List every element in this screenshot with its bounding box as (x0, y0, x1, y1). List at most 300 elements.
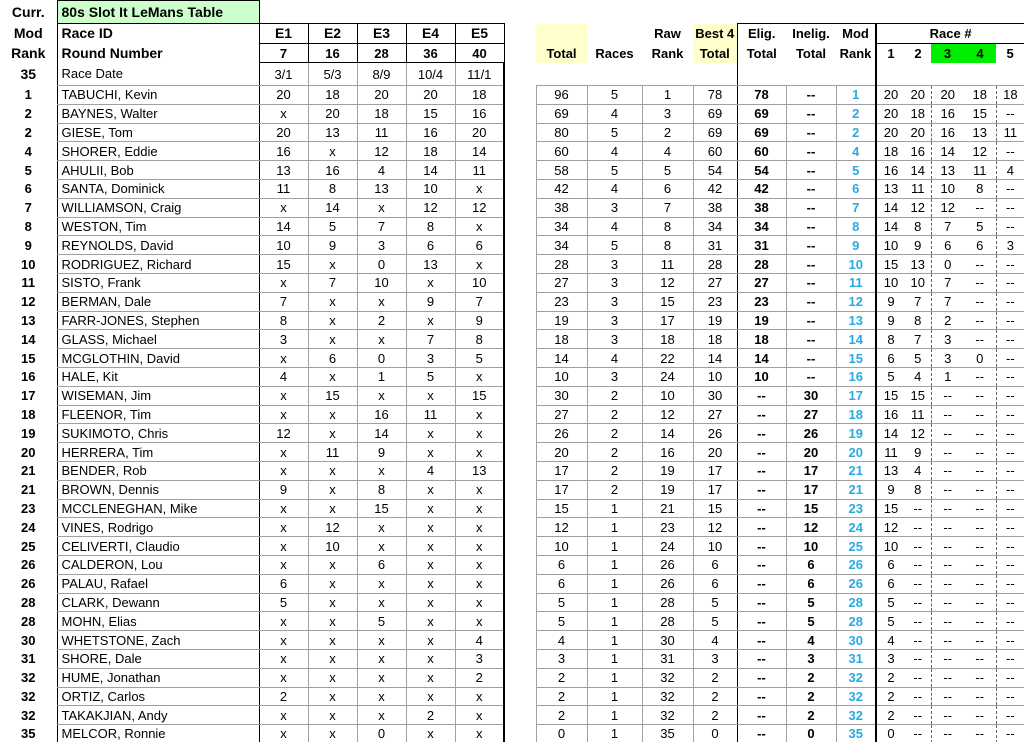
race-score-cell: 13 (357, 179, 406, 198)
eligible-total-cell: -- (737, 593, 786, 612)
blank-cell (642, 63, 693, 86)
player-rank-cell: 8 (24, 218, 32, 234)
race-place-cell: -- (996, 706, 1024, 725)
mod-rank-cell: 6 (836, 179, 876, 198)
player-name-cell: BENDER, Rob (57, 461, 259, 480)
race-score-cell: x (455, 179, 504, 198)
race-score-cell: 13 (259, 161, 308, 180)
player-row (0, 179, 1024, 198)
race-place-cell: -- (996, 386, 1024, 405)
race-place-cell: 13 (876, 461, 905, 480)
table-title: 80s Slot It LeMans Table (57, 1, 259, 24)
player-row (0, 668, 1024, 687)
player-name-cell: CALDERON, Lou (57, 555, 259, 574)
spacer-cell (504, 461, 536, 480)
ineligible-total-cell: 2 (786, 687, 836, 706)
round-number-e2: 16 (308, 44, 357, 63)
blank-cell (905, 63, 931, 86)
race-score-cell: x (406, 612, 455, 631)
best4-total-cell: 4 (693, 631, 737, 650)
player-name-cell: WHETSTONE, Zach (57, 631, 259, 650)
total-cell: 42 (536, 179, 587, 198)
spacer-cell (504, 236, 536, 255)
races-count-cell: 3 (587, 292, 642, 311)
race-place-cell: -- (996, 555, 1024, 574)
total-cell: 60 (536, 142, 587, 161)
ineligible-total-cell: -- (786, 349, 836, 368)
race-place-cell: 18 (996, 86, 1024, 105)
player-name-cell: TAKAKJIAN, Andy (57, 706, 259, 725)
player-rank-cell: 1 (24, 87, 32, 103)
ineligible-total-cell: 27 (786, 405, 836, 424)
races-count-cell: 2 (587, 480, 642, 499)
race-score-cell: x (406, 499, 455, 518)
round-number-e4: 36 (406, 44, 455, 63)
mod-rank-cell: 30 (836, 631, 876, 650)
race-score-cell: x (308, 706, 357, 725)
race-score-cell: x (308, 555, 357, 574)
race-score-cell: x (357, 687, 406, 706)
race-score-cell: x (308, 631, 357, 650)
race-score-cell: 18 (406, 142, 455, 161)
race-score-cell: 6 (308, 349, 357, 368)
race-score-cell: x (308, 668, 357, 687)
ineligible-total-cell: -- (786, 179, 836, 198)
player-rank-cell: 9 (24, 237, 32, 253)
race-place-cell: -- (964, 198, 996, 217)
raw-rank-cell: 15 (642, 292, 693, 311)
race-place-cell: 18 (876, 142, 905, 161)
race-place-cell: 13 (931, 161, 964, 180)
race-place-cell: -- (931, 687, 964, 706)
player-row (0, 273, 1024, 292)
race-score-cell: x (308, 311, 357, 330)
race-date-e2: 5/3 (308, 63, 357, 86)
raw-rank-cell: 17 (642, 311, 693, 330)
player-name-cell: SANTA, Dominick (57, 179, 259, 198)
race-place-cell: -- (996, 668, 1024, 687)
total-cell: 30 (536, 386, 587, 405)
raw-rank-cell: 18 (642, 330, 693, 349)
race-score-cell: x (406, 537, 455, 556)
spacer-cell (504, 649, 536, 668)
best4-total-cell: 26 (693, 424, 737, 443)
race-place-cell: 4 (996, 161, 1024, 180)
race-place-cell: -- (996, 217, 1024, 236)
race-place-cell: 6 (876, 349, 905, 368)
player-rank-cell: 35 (21, 726, 36, 742)
race-place-cell: -- (996, 292, 1024, 311)
race-date-label: Race Date (57, 63, 259, 86)
mod-rank-cell: 23 (836, 499, 876, 518)
race-place-cell: 15 (905, 386, 931, 405)
race-score-cell: 10 (259, 236, 308, 255)
blank-cell (587, 63, 642, 86)
race-score-cell: 12 (259, 424, 308, 443)
race-place-cell: -- (905, 687, 931, 706)
race-place-cell: 8 (876, 330, 905, 349)
races-count-cell: 3 (587, 255, 642, 274)
ineligible-total-cell: 26 (786, 424, 836, 443)
total-cell: 6 (536, 574, 587, 593)
race-score-cell: 3 (455, 649, 504, 668)
race-place-cell: 20 (876, 86, 905, 105)
race-score-cell: 16 (259, 142, 308, 161)
player-name-cell: CELIVERTI, Claudio (57, 537, 259, 556)
player-name-cell: WESTON, Tim (57, 217, 259, 236)
total-cell: 5 (536, 612, 587, 631)
raw-rank-cell: 32 (642, 687, 693, 706)
best4-total-cell: 6 (693, 555, 737, 574)
race-place-cell: 2 (931, 311, 964, 330)
spacer-cell (504, 405, 536, 424)
race-score-cell: x (455, 499, 504, 518)
race-place-cell: -- (964, 367, 996, 386)
race-score-cell: x (357, 386, 406, 405)
race-place-cell: 0 (931, 255, 964, 274)
best4-total-cell: 42 (693, 179, 737, 198)
race-score-cell: x (455, 574, 504, 593)
total-cell: 3 (536, 649, 587, 668)
race-place-cell: 3 (876, 649, 905, 668)
race-score-cell: 2 (357, 311, 406, 330)
race-place-cell: -- (964, 555, 996, 574)
race-place-cell: 13 (905, 255, 931, 274)
race-place-cell: 8 (905, 480, 931, 499)
ineligible-total-cell: 2 (786, 706, 836, 725)
races-count-cell: 1 (587, 574, 642, 593)
races-count-cell: 4 (587, 104, 642, 123)
eligible-total-cell: 10 (737, 367, 786, 386)
ineligible-total-cell: -- (786, 311, 836, 330)
player-row (0, 631, 1024, 650)
race-place-cell: 20 (931, 86, 964, 105)
raw-rank-cell: 19 (642, 480, 693, 499)
total-header: Total (536, 44, 587, 63)
player-row (0, 687, 1024, 706)
raw-rank-cell: 30 (642, 631, 693, 650)
spacer-cell (504, 424, 536, 443)
race-score-cell: x (259, 104, 308, 123)
round-number-row (0, 44, 1024, 63)
total-cell: 27 (536, 273, 587, 292)
mod-rank-cell: 28 (836, 612, 876, 631)
mod-rank-cell: 13 (836, 311, 876, 330)
total-cell: 10 (536, 367, 587, 386)
eligible-total-cell: -- (737, 668, 786, 687)
race-place-cell: -- (905, 499, 931, 518)
raw-rank-cell: 32 (642, 706, 693, 725)
race-score-cell: 9 (308, 236, 357, 255)
race-place-cell: 7 (931, 217, 964, 236)
race-place-cell: -- (996, 593, 1024, 612)
race-score-cell: 20 (455, 123, 504, 142)
race-id-e2: E2 (308, 24, 357, 44)
race-score-cell: 16 (455, 104, 504, 123)
ineligible-total-cell: 3 (786, 649, 836, 668)
race-score-cell: 9 (357, 443, 406, 462)
spacer-cell (504, 161, 536, 180)
mod-rank-cell: 19 (836, 424, 876, 443)
total-cell: 17 (536, 480, 587, 499)
race-score-cell: x (455, 706, 504, 725)
race-score-cell: 12 (308, 518, 357, 537)
race-score-cell: x (308, 292, 357, 311)
race-id-e3: E3 (357, 24, 406, 44)
race-score-cell: 20 (357, 86, 406, 105)
spacer-cell (504, 217, 536, 236)
race-score-cell: x (406, 574, 455, 593)
race-score-cell: x (357, 330, 406, 349)
race-score-cell: x (259, 555, 308, 574)
race-score-cell: x (308, 142, 357, 161)
race-place-cell: 7 (905, 292, 931, 311)
player-rank-cell: 18 (21, 406, 36, 422)
mod-rank-cell: 4 (836, 142, 876, 161)
mod-rank-cell: 18 (836, 405, 876, 424)
race-id-e4: E4 (406, 24, 455, 44)
race-place-cell: 20 (905, 86, 931, 105)
race-place-cell: 18 (905, 104, 931, 123)
races-count-cell: 1 (587, 518, 642, 537)
eligible-total-cell: -- (737, 537, 786, 556)
race-place-cell: 5 (905, 349, 931, 368)
races-count-cell: 2 (587, 443, 642, 462)
race-score-cell: 9 (259, 480, 308, 499)
race-score-cell: 11 (308, 443, 357, 462)
race-score-cell: x (308, 593, 357, 612)
race-place-cell: 13 (964, 123, 996, 142)
race-score-cell: x (259, 386, 308, 405)
player-rank-cell: 25 (21, 538, 36, 554)
eligible-total-cell: -- (737, 499, 786, 518)
race-score-cell: 15 (406, 104, 455, 123)
race-score-cell: 5 (308, 217, 357, 236)
eligible-total-cell: -- (737, 725, 786, 742)
ineligible-total-cell: 17 (786, 480, 836, 499)
spacer-cell (504, 706, 536, 725)
player-rank-cell: 4 (24, 143, 32, 159)
player-row (0, 198, 1024, 217)
race-score-cell: x (406, 386, 455, 405)
race-score-cell: 2 (259, 687, 308, 706)
eligible-total-cell: -- (737, 555, 786, 574)
ineligible-total-cell: 6 (786, 574, 836, 593)
races-count-cell: 1 (587, 499, 642, 518)
race-place-cell: -- (996, 367, 1024, 386)
raw-rank-cell: 35 (642, 725, 693, 742)
races-count-cell: 1 (587, 593, 642, 612)
best4-total-cell: 2 (693, 668, 737, 687)
player-rank-cell: 28 (21, 613, 36, 629)
race-score-cell: x (455, 255, 504, 274)
race-score-cell: 10 (455, 273, 504, 292)
eligible-total-cell: 23 (737, 292, 786, 311)
total-cell: 34 (536, 236, 587, 255)
race-score-cell: x (259, 273, 308, 292)
round-number-e1: 7 (259, 44, 308, 63)
spacer-cell (504, 273, 536, 292)
best4-total-cell: 19 (693, 311, 737, 330)
spacer-cell (504, 142, 536, 161)
ineligible-total-cell: 5 (786, 612, 836, 631)
player-name-cell: SHORE, Dale (57, 649, 259, 668)
player-name-cell: MELCOR, Ronnie (57, 725, 259, 742)
best4-total-cell: 6 (693, 574, 737, 593)
race-place-cell: -- (964, 649, 996, 668)
total-cell: 2 (536, 687, 587, 706)
mod-rank-cell: 9 (836, 236, 876, 255)
race-score-cell: x (259, 405, 308, 424)
total-cell: 10 (536, 537, 587, 556)
eligible-total-cell: 54 (737, 161, 786, 180)
player-name-cell: VINES, Rodrigo (57, 518, 259, 537)
race-score-cell: x (259, 631, 308, 650)
race-place-cell: -- (905, 593, 931, 612)
total-cell: 96 (536, 86, 587, 105)
race-place-cell: -- (996, 537, 1024, 556)
race-place-cell: -- (996, 499, 1024, 518)
eligible-total-cell: 42 (737, 179, 786, 198)
race-score-cell: x (455, 687, 504, 706)
player-row (0, 330, 1024, 349)
raw-rank-cell: 28 (642, 612, 693, 631)
curr-label: Curr. (11, 3, 45, 20)
raw-rank-cell: 26 (642, 555, 693, 574)
race-score-cell: 13 (406, 255, 455, 274)
race-place-cell: 12 (931, 198, 964, 217)
mod-rank-cell: 26 (836, 574, 876, 593)
race-place-cell: 9 (905, 443, 931, 462)
race-score-cell: x (406, 593, 455, 612)
ineligible-total-cell: -- (786, 161, 836, 180)
spacer-cell (504, 86, 536, 105)
race-place-cell: 3 (931, 330, 964, 349)
race-place-cell: -- (964, 480, 996, 499)
race-place-cell: -- (964, 330, 996, 349)
best4-total-cell: 2 (693, 687, 737, 706)
race-place-cell: 20 (905, 123, 931, 142)
player-rank-cell: 16 (21, 369, 36, 385)
race-score-cell: 4 (259, 367, 308, 386)
title-row-spacer (259, 1, 1024, 24)
race-place-cell: -- (964, 461, 996, 480)
race-place-cell: 12 (876, 518, 905, 537)
player-name-cell: FLEENOR, Tim (57, 405, 259, 424)
race-score-cell: x (308, 461, 357, 480)
race-place-cell: -- (964, 292, 996, 311)
total-cell: 12 (536, 518, 587, 537)
race-place-cell: 2 (876, 706, 905, 725)
raw-header: Raw (654, 26, 681, 41)
race-score-cell: 11 (455, 161, 504, 180)
best4-total-cell: 60 (693, 142, 737, 161)
race-place-cell: -- (996, 330, 1024, 349)
race-place-cell: -- (931, 593, 964, 612)
player-name-cell: CLARK, Dewann (57, 593, 259, 612)
elig-header: Elig. (737, 24, 786, 44)
title-row (0, 1, 1024, 24)
total-cell: 2 (536, 668, 587, 687)
mod-rank-cell: 20 (836, 443, 876, 462)
race-score-cell: x (259, 499, 308, 518)
mod-rank-cell: 10 (836, 255, 876, 274)
race-score-cell: 4 (455, 631, 504, 650)
raw-rank-cell: 31 (642, 649, 693, 668)
eligible-total-cell: 69 (737, 123, 786, 142)
mod-rank-cell: 8 (836, 217, 876, 236)
player-rank-cell: 23 (21, 500, 36, 516)
blank-cell (964, 63, 996, 86)
races-count-cell: 5 (587, 161, 642, 180)
ineligible-total-cell: 20 (786, 443, 836, 462)
player-row (0, 725, 1024, 742)
race-place-cell: 8 (964, 179, 996, 198)
best4-total-cell: 17 (693, 461, 737, 480)
race-place-cell: -- (996, 687, 1024, 706)
spacer-cell (504, 593, 536, 612)
race-place-cell: -- (996, 255, 1024, 274)
blank-cell (693, 63, 737, 86)
races-count-cell: 1 (587, 687, 642, 706)
player-name-cell: MCCLENEGHAN, Mike (57, 499, 259, 518)
raw-rank-cell: 23 (642, 518, 693, 537)
race-date-e3: 8/9 (357, 63, 406, 86)
race-place-cell: -- (931, 537, 964, 556)
total-cell: 69 (536, 104, 587, 123)
best4-total-cell: 5 (693, 593, 737, 612)
race-id-label: Race ID (57, 24, 259, 44)
race-date-row (0, 63, 1024, 86)
best4-total-cell: 78 (693, 86, 737, 105)
player-name-cell: BERMAN, Dale (57, 292, 259, 311)
race-place-cell: -- (905, 631, 931, 650)
race-score-cell: 18 (455, 86, 504, 105)
total-cell: 5 (536, 593, 587, 612)
race-score-cell: 2 (455, 668, 504, 687)
race-place-cell: -- (931, 424, 964, 443)
round-number-e3: 28 (357, 44, 406, 63)
mod-rank-cell: 32 (836, 668, 876, 687)
player-name-cell: HUME, Jonathan (57, 668, 259, 687)
race-place-cell: 9 (905, 236, 931, 255)
race-place-cell: 9 (876, 480, 905, 499)
raw-rank-cell: 3 (642, 104, 693, 123)
race-place-cell: 11 (996, 123, 1024, 142)
race-score-cell: 5 (259, 593, 308, 612)
race-place-cell: -- (964, 255, 996, 274)
race-place-cell: -- (964, 386, 996, 405)
race-score-cell: 3 (357, 236, 406, 255)
player-name-cell: SHORER, Eddie (57, 142, 259, 161)
race-place-cell: -- (964, 593, 996, 612)
eligible-total-cell: 28 (737, 255, 786, 274)
race-score-cell: x (357, 668, 406, 687)
race-score-cell: x (357, 198, 406, 217)
mod-rank-cell: 21 (836, 461, 876, 480)
best4-header: Best 4 (693, 24, 737, 44)
race-score-cell: 13 (455, 461, 504, 480)
player-name-cell: BROWN, Dennis (57, 480, 259, 499)
races-count-cell: 2 (587, 386, 642, 405)
races-count-cell: 3 (587, 311, 642, 330)
race-score-cell: 10 (308, 537, 357, 556)
mod-rank-cell: 31 (836, 649, 876, 668)
race-place-cell: -- (996, 104, 1024, 123)
race-place-cell: 5 (964, 217, 996, 236)
ineligible-total-cell: -- (786, 198, 836, 217)
race-score-cell: 1 (357, 367, 406, 386)
